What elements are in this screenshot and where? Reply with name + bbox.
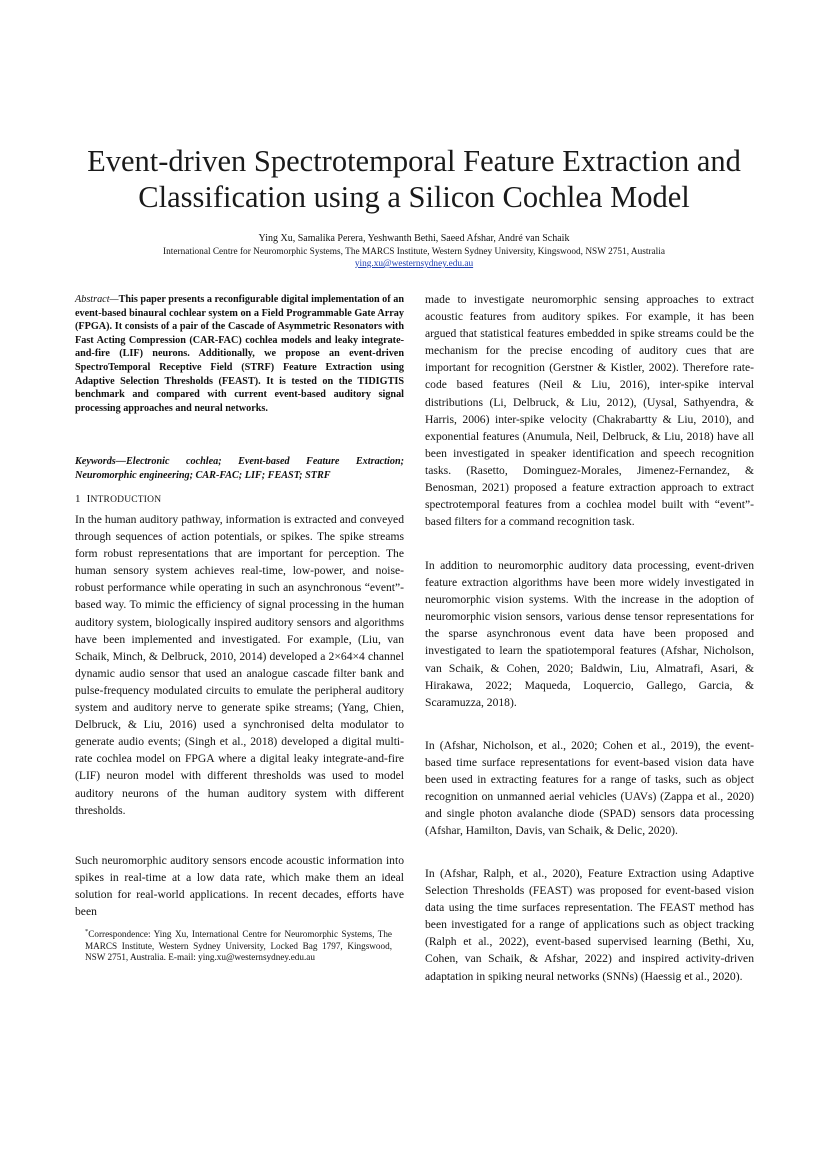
right-paragraph-4: In (Afshar, Ralph, et al., 2020), Feature Extraction using Adaptive Selection Thresholds (FEAST) was proposed for event-based vision data using the time surfaces representation. The FEAST method has been investigated for a range of applications such as object tracking (Ralph et al., 2022), event-based supervised learning (Bethi, Xu, Cohen, van Schaik, & Afshar, 2022) and inspired activity-driven adaptation in spiking neural networks (SNNs) (Haessig et al., 2020). [425, 867, 754, 983]
abstract-body: This paper presents a reconfigurable digital implementation of an event-based binaural cochlear system on a Field Programmable Gate Array (FPGA). It consists of a pair of the Cascade of Asymmetric Resonators with Fast Acting Compression (CAR-FAC) cochlea models and leaky integrate-and-fire (LIF) neurons. Additionally, we propose an event-driven SpectroTemporal Receptive Field (STRF) Feature Extraction using Adaptive Selection Thresholds (FEAST). It is tested on the TIDIGTIS benchmark and compared with current event-based auditory signal processing approaches and neural networks. [75, 294, 404, 414]
paper-title [40, 143, 788, 215]
keywords: Keywords—Electronic cochlea; Event-based Feature Extraction; Neuromorphic engineering; CAR-FAC; LIF; FEAST; STRF [75, 456, 404, 481]
footnote-text: Correspondence: Ying Xu, International Centre for Neuromorphic Systems, The MARCS Institute, Western Sydney University, Locked Bag 1797, Kingswood, NSW 2751, Australia. E-mail: ying.xu@westernsydney.edu.au [85, 929, 392, 963]
right-paragraph-1: made to investigate neuromorphic sensing approaches to extract acoustic features from auditory spikes. For example, it has been argued that statistical features embedded in spike streams could be the mechanism for the precise encoding of auditory cues that are important for recognition (Gerstner & Kistler, 2002). Therefore rate-code based features (Neil & Liu, 2016), inter-spike interval distributions (Li, Delbruck, & Liu, 2012), (Uysal, Sathyendra, & Harris, 2006) inter-spike velocity (Chakrabartty & Liu, 2010), and exponential features (Anumula, Neil, Delbruck, & Liu, 2018) have all been investigated in speaker identification and speech recognition tasks. (Rasetto, Dominguez-Morales, Jimenez-Fernandez, & Benosman, 2021) proposed a feature extraction approach to extract spectrotemporal features from a cochlea model built with “event”-based filters for a command recognition task. [425, 293, 754, 529]
right-paragraph-2: In addition to neuromorphic auditory data processing, event-driven feature extraction algorithms have been more widely investigated in neuromorphic vision systems. With the increase in the adoption of neuromorphic vision sensors, various dense tensor representations for the sparse asynchronous event data have been proposed and investigated to learn the spatiotemporal features (Afshar, Nicholson, van Schaik, & Cohen, 2020; Baldwin, Liu, Almatrafi, Asari, & Hirakawa, 2022; Maqueda, Loquercio, Gallego, Garcia, & Scaramuzza, 2018). [425, 559, 754, 709]
left-paragraph-2: Such neuromorphic auditory sensors encode acoustic information into spikes in real-time at a low data rate, which make them an ideal solution for real-world applications. In recent decades, efforts have been [75, 854, 404, 919]
right-paragraph-3: In (Afshar, Nicholson, et al., 2020; Cohen et al., 2019), the event-based time surface representations for event-based vision data have been used in extracting features for a range of tasks, such as object recognition on unmanned aerial vehicles (UAVs) (Zappa et al., 2020) and single photon avalanche diode (SPAD) sensors data processing (Afshar, Hamilton, Davis, van Schaik, & Delic, 2020). [425, 739, 754, 838]
footnote [85, 926, 392, 964]
title-line-2: Classification using a Silicon Cochlea Model [138, 180, 690, 214]
section-number: 1 [75, 493, 81, 505]
email-link[interactable]: ying.xu@westernsydney.edu.au [354, 259, 474, 269]
section-title-rest: NTRODUCTION [90, 495, 162, 505]
section-initial: I [86, 493, 91, 505]
title-line-1: Event-driven Spectrotemporal Feature Extraction and [87, 144, 741, 178]
affiliation: International Centre for Neuromorphic Systems, The MARCS Institute, Western Sydney University, Kingswood, NSW 2751, Australia [163, 247, 665, 257]
contact-email [40, 258, 788, 270]
section-heading-introduction [75, 492, 161, 507]
author-list: Ying Xu, Samalika Perera, Yeshwanth Bethi, Saeed Afshar, André van Schaik [258, 233, 570, 244]
abstract-lead: Abstract— [75, 294, 119, 305]
left-paragraph-1: In the human auditory pathway, information is extracted and conveyed through sequences of action potentials, or spikes. The spike streams form robust representations that are important for perception. The human sensory system achieves real-time, low-power, and noise-robust performance while operating in such an asynchronous “event”-based way. To mimic the efficiency of signal processing in the human auditory system, biologically inspired auditory sensors and algorithms have been implemented and investigated. For example, (Liu, van Schaik, Minch, & Delbruck, 2010, 2014) developed a 2×64×4 channel dynamic audio sensor that used an analogue cascade filter bank and pulse-frequency modulated circuits to emulate the peripheral auditory system and auditory nerve to generate spike streams; (Yang, Chien, Delbruck, & Liu, 2016) used a synchronised delta modulator to generate audio events; (Singh et al., 2018) developed a digital multi-rate cochlea model on FPGA where a digital leaky integrate-and-fire (LIF) neuron model with different thresholds was used to model auditory neurons of the human auditory system with different thresholds. [75, 513, 404, 817]
abstract [75, 293, 404, 415]
footnote-mark: * [85, 928, 89, 935]
